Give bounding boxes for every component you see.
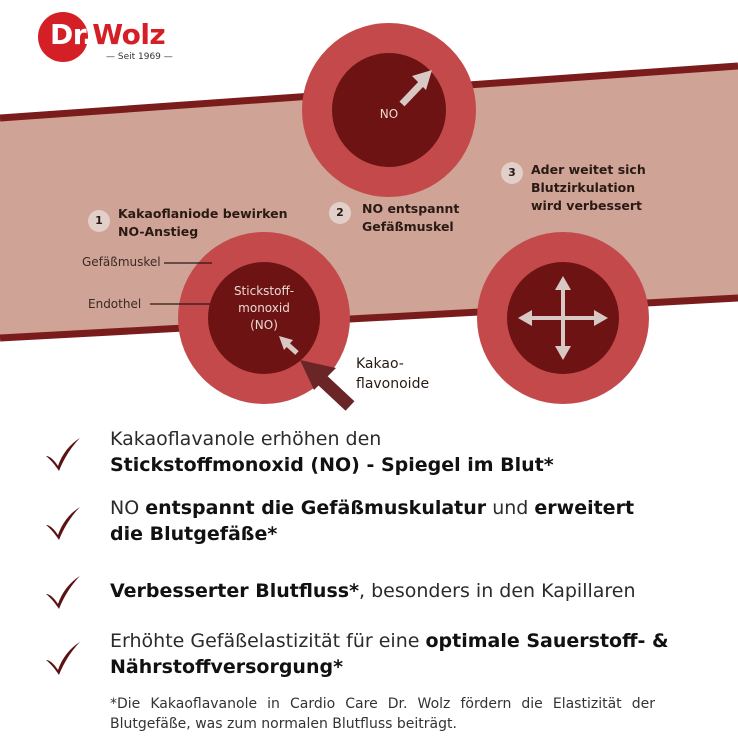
left-circle-label-3: (NO) xyxy=(250,318,278,332)
left-circle-label-2: monoxid xyxy=(238,301,290,315)
cocoa-label: Kakao- flavonoide xyxy=(356,356,430,392)
footnote: *Die Kakaoflavanole in Cardio Care Dr. Wolz fördern die Elastizität der Blutgefäße, was zum normalen Blutfluss beiträgt. xyxy=(110,696,655,732)
top-circle-label: NO xyxy=(379,107,399,121)
step-2-label: NO entspannt Gefäßmuskel xyxy=(362,201,460,234)
benefit-text: Kakaoflavanole erhöhen den Stickstoffmonoxid (NO) - Spiegel im Blut* xyxy=(110,428,554,476)
endothel-callout-label: Endothel xyxy=(88,297,142,311)
benefit-text: NO entspannt die Gefäßmuskulatur und erweitert die Blutgefäße* xyxy=(110,497,635,545)
step-3-badge: 3 xyxy=(501,162,523,184)
step-3-label: Ader weitet sich Blutzirkulation wird verbessert xyxy=(531,162,646,213)
logo-tagline: — Seit 1969 — xyxy=(106,52,173,62)
logo-wordmark: Dr.Wolz xyxy=(50,18,166,51)
step-2-badge: 2 xyxy=(329,202,351,224)
checkmark-icon xyxy=(44,505,82,541)
benefit-text: Verbesserter Blutfluss*, besonders in den Kapillaren xyxy=(110,580,636,602)
checkmark-icon xyxy=(44,640,82,676)
muscle-callout-label: Gefäßmuskel xyxy=(82,255,161,269)
checkmark-icon xyxy=(44,574,82,610)
step-1-badge: 1 xyxy=(88,210,110,232)
left-circle-label-1: Stickstoff- xyxy=(233,284,295,298)
step-1-label: Kakaoflaniode bewirken NO-Anstieg xyxy=(118,206,288,239)
benefit-text: Erhöhte Gefäßelastizität für eine optimale Sauerstoff- & Nährstoffversorgung* xyxy=(110,630,669,678)
checkmark-icon xyxy=(44,436,82,472)
